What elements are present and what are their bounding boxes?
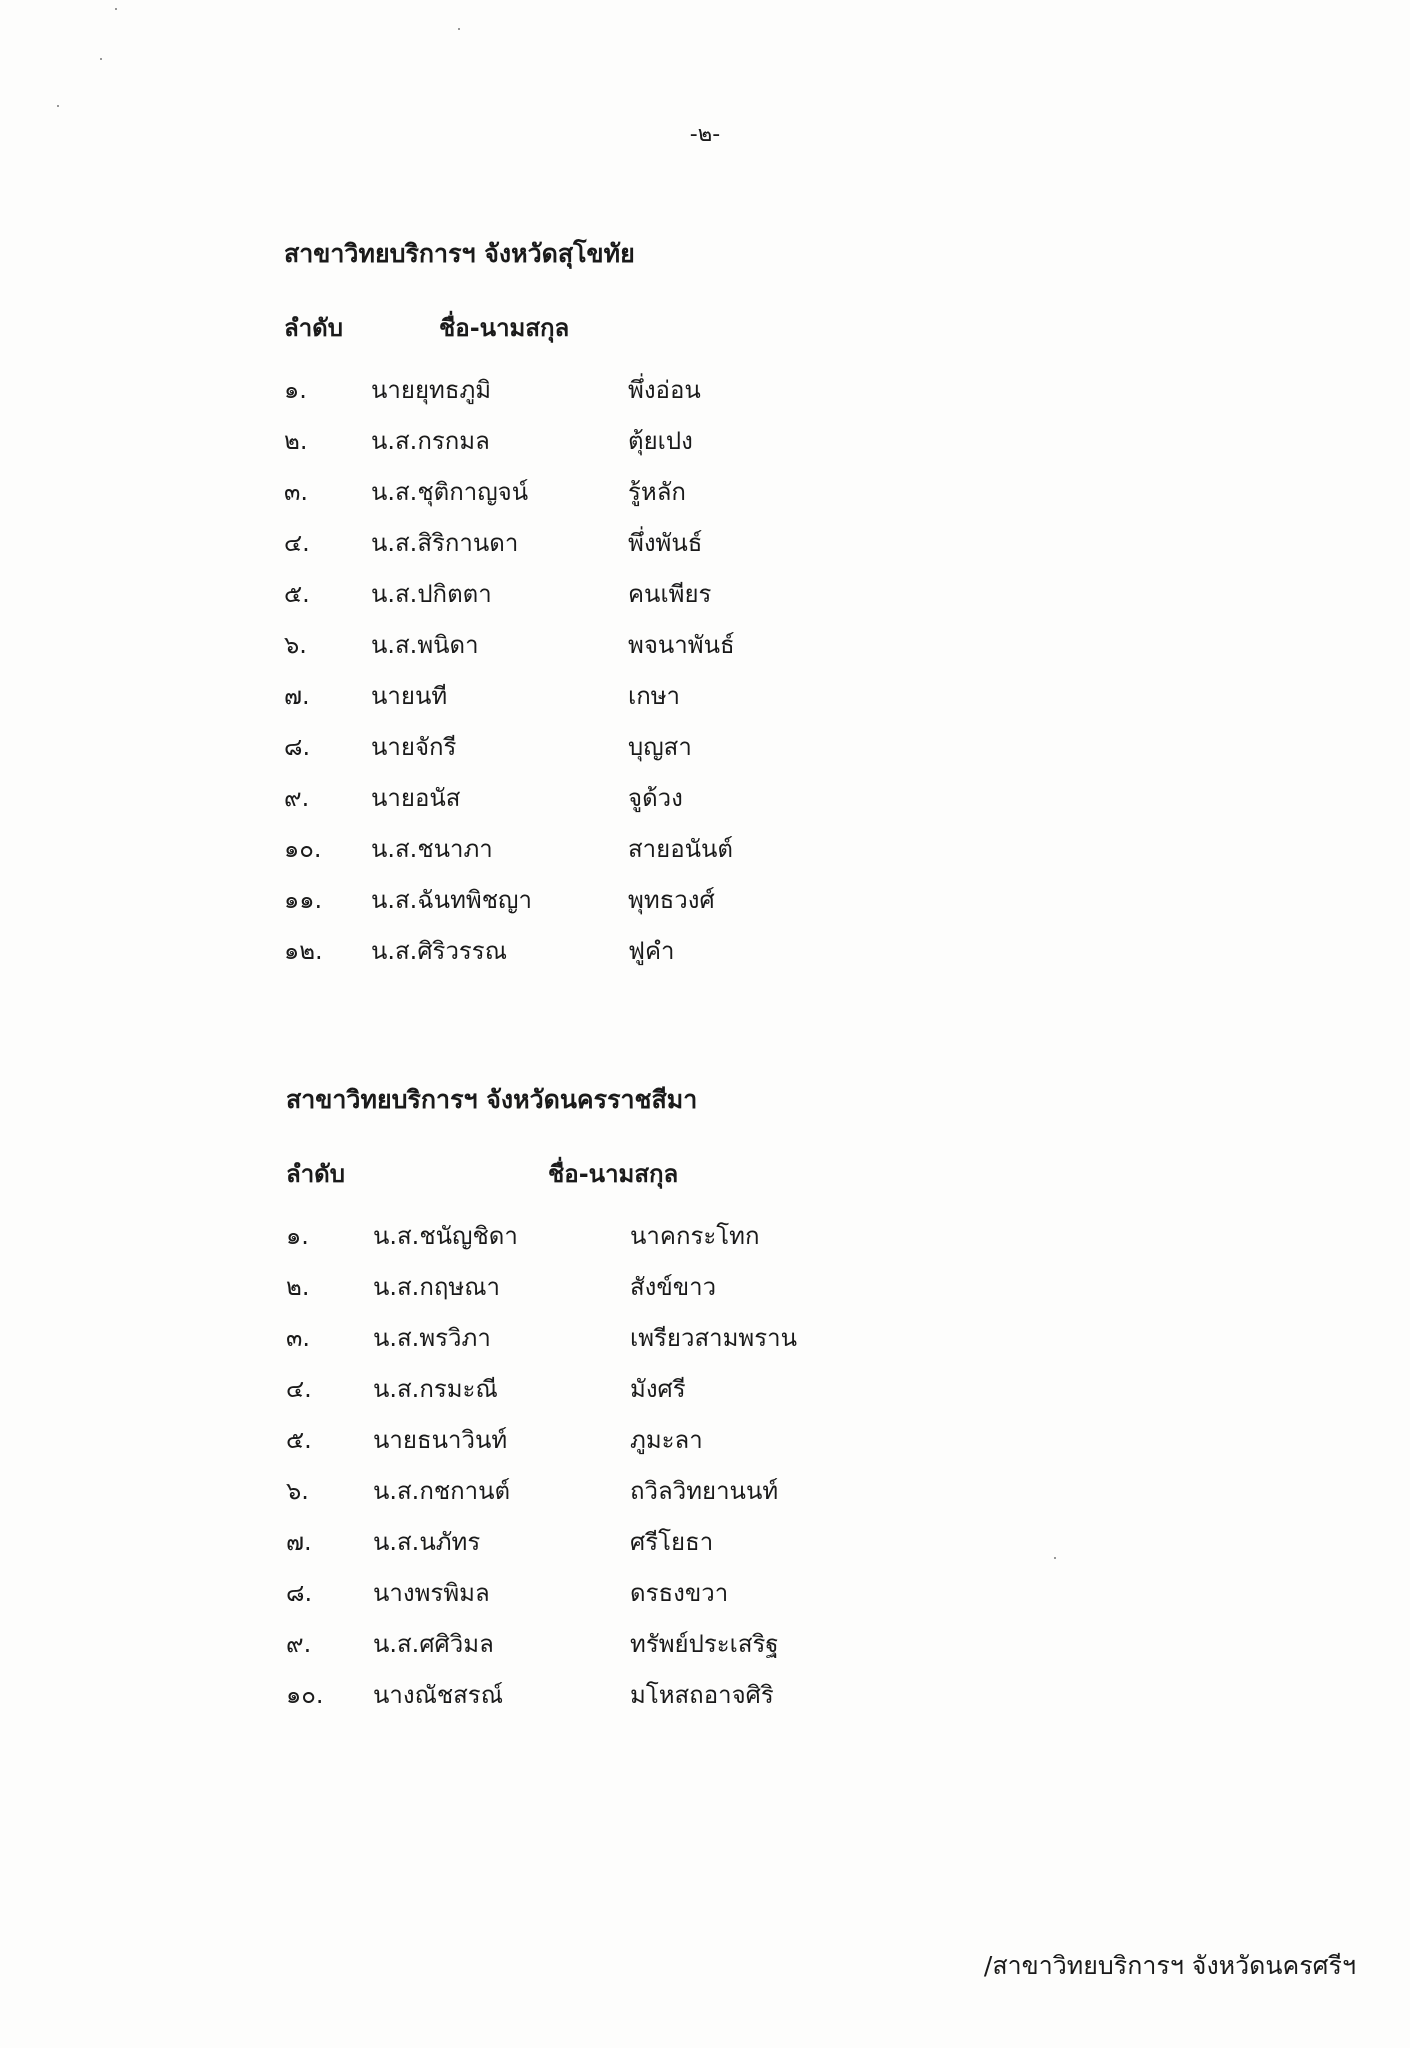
list-item <box>284 421 693 472</box>
item-last-name: พึ่งพันธ์ <box>628 529 703 557</box>
item-number: ๓. <box>286 1324 311 1352</box>
list-item <box>284 829 733 880</box>
list-item <box>284 778 683 829</box>
item-first-name: นายยุทธภูมิ <box>371 376 492 404</box>
list-item <box>284 625 735 676</box>
list-item <box>284 880 715 931</box>
item-last-name: มังศรี <box>630 1375 686 1403</box>
item-number: ๒. <box>286 1273 310 1301</box>
list-item <box>284 727 692 778</box>
item-number: ๘. <box>284 733 311 761</box>
item-last-name: ถวิลวิทยานนท์ <box>630 1477 779 1505</box>
item-last-name: ศรีโยธา <box>630 1528 714 1556</box>
item-number: ๗. <box>286 1528 312 1556</box>
continuation-note: /สาขาวิทยบริการฯ จังหวัดนครศรีฯ <box>983 1951 1356 1980</box>
header-name: ชื่อ-นามสกุล <box>548 1160 679 1188</box>
item-first-name: น.ส.สิริกานดา <box>371 529 519 557</box>
item-first-name: น.ส.ศิริวรรณ <box>371 937 507 965</box>
item-number: ๑๒. <box>284 937 323 965</box>
item-first-name: น.ส.พนิดา <box>371 631 479 659</box>
list-item <box>286 1369 697 1420</box>
list-item <box>286 1420 703 1471</box>
list-item <box>284 370 701 421</box>
item-first-name: น.ส.ชนัญชิดา <box>373 1222 518 1250</box>
name-list <box>284 370 735 982</box>
item-number: ๑๐. <box>286 1681 324 1709</box>
item-last-name: รู้หลัก <box>628 478 686 506</box>
item-last-name: พึ่งอ่อน <box>628 376 701 404</box>
item-last-name: นาคกระโทก <box>630 1222 760 1250</box>
list-item <box>286 1471 779 1522</box>
header-order: ลำดับ <box>286 1160 346 1188</box>
item-last-name: ทรัพย์ประเสริฐ <box>630 1630 779 1658</box>
item-first-name: น.ส.ปกิตตา <box>371 580 492 608</box>
item-first-name: น.ส.กชกานต์ <box>373 1477 511 1505</box>
header-order: ลำดับ <box>284 314 344 342</box>
item-number: ๑๐. <box>284 835 322 863</box>
list-header <box>284 308 635 348</box>
item-first-name: นางณัชสรณ์ <box>373 1681 503 1709</box>
scan-speck <box>115 8 117 10</box>
page-number: -๒- <box>689 122 721 147</box>
scan-speck <box>458 28 460 30</box>
item-number: ๔. <box>286 1375 312 1403</box>
list-item <box>286 1624 779 1675</box>
item-number: ๖. <box>286 1477 309 1505</box>
list-item <box>284 574 712 625</box>
item-number: ๒. <box>284 427 308 455</box>
item-first-name: น.ส.นภัทร <box>373 1528 481 1556</box>
item-last-name: เพรียวสามพราน <box>630 1324 797 1352</box>
list-item <box>284 931 675 982</box>
item-number: ๔. <box>284 529 310 557</box>
item-last-name: พจนาพันธ์ <box>628 631 735 659</box>
item-last-name: ฟูคำ <box>628 937 675 965</box>
item-first-name: นายจักรี <box>371 733 457 761</box>
item-number: ๕. <box>286 1426 312 1454</box>
item-number: ๑. <box>284 376 307 404</box>
item-last-name: ตุ้ยเปง <box>628 427 693 455</box>
item-last-name: บุญสา <box>628 733 692 761</box>
section-sukhothai <box>284 234 735 982</box>
list-item <box>284 472 686 523</box>
item-last-name: ดรธงขวา <box>630 1579 729 1607</box>
section-title: สาขาวิทยบริการฯ จังหวัดสุโขทัย <box>284 239 635 268</box>
item-last-name: สังข์ขาว <box>630 1273 717 1301</box>
item-number: ๑. <box>286 1222 309 1250</box>
item-last-name: มโหสถอาจศิริ <box>630 1681 774 1709</box>
item-last-name: เกษา <box>628 682 681 710</box>
item-first-name: น.ส.ศศิวิมล <box>373 1630 494 1658</box>
item-number: ๘. <box>286 1579 313 1607</box>
item-first-name: น.ส.ชุติกาญจน์ <box>371 478 529 506</box>
list-item <box>286 1216 760 1267</box>
item-number: ๙. <box>284 784 310 812</box>
list-item <box>286 1573 729 1624</box>
item-number: ๖. <box>284 631 307 659</box>
item-first-name: นางพรพิมล <box>373 1579 490 1607</box>
item-last-name: พุทธวงศ์ <box>628 886 715 914</box>
item-last-name: คนเพียร <box>628 580 712 608</box>
item-last-name: สายอนันต์ <box>628 835 733 863</box>
item-first-name: น.ส.ชนาภา <box>371 835 493 863</box>
item-last-name: จูด้วง <box>628 784 683 812</box>
item-number: ๑๑. <box>284 886 323 914</box>
item-number: ๕. <box>284 580 310 608</box>
item-first-name: น.ส.พรวิภา <box>373 1324 491 1352</box>
list-header <box>286 1154 697 1194</box>
list-item <box>286 1522 714 1573</box>
item-first-name: นายนที <box>371 682 448 710</box>
name-list <box>286 1216 797 1726</box>
list-item <box>286 1318 797 1369</box>
list-item <box>284 676 681 727</box>
section-title: สาขาวิทยบริการฯ จังหวัดนครราชสีมา <box>286 1085 698 1114</box>
item-last-name: ภูมะลา <box>630 1426 703 1454</box>
list-item <box>286 1267 717 1318</box>
item-first-name: น.ส.ฉันทพิชญา <box>371 886 532 914</box>
list-item <box>284 523 703 574</box>
item-first-name: น.ส.กรกมล <box>371 427 490 455</box>
section-nakhon-ratchasima <box>286 1080 797 1726</box>
item-number: ๓. <box>284 478 309 506</box>
item-first-name: นายธนาวินท์ <box>373 1426 508 1454</box>
item-number: ๙. <box>286 1630 312 1658</box>
item-first-name: นายอนัส <box>371 784 461 812</box>
item-first-name: น.ส.กฤษณา <box>373 1273 500 1301</box>
header-name: ชื่อ-นามสกุล <box>439 314 570 342</box>
scan-speck <box>100 58 102 60</box>
item-number: ๗. <box>284 682 310 710</box>
scan-speck <box>1054 1557 1056 1559</box>
scan-speck <box>57 105 59 107</box>
item-first-name: น.ส.กรมะณี <box>373 1375 498 1403</box>
list-item <box>286 1675 774 1726</box>
